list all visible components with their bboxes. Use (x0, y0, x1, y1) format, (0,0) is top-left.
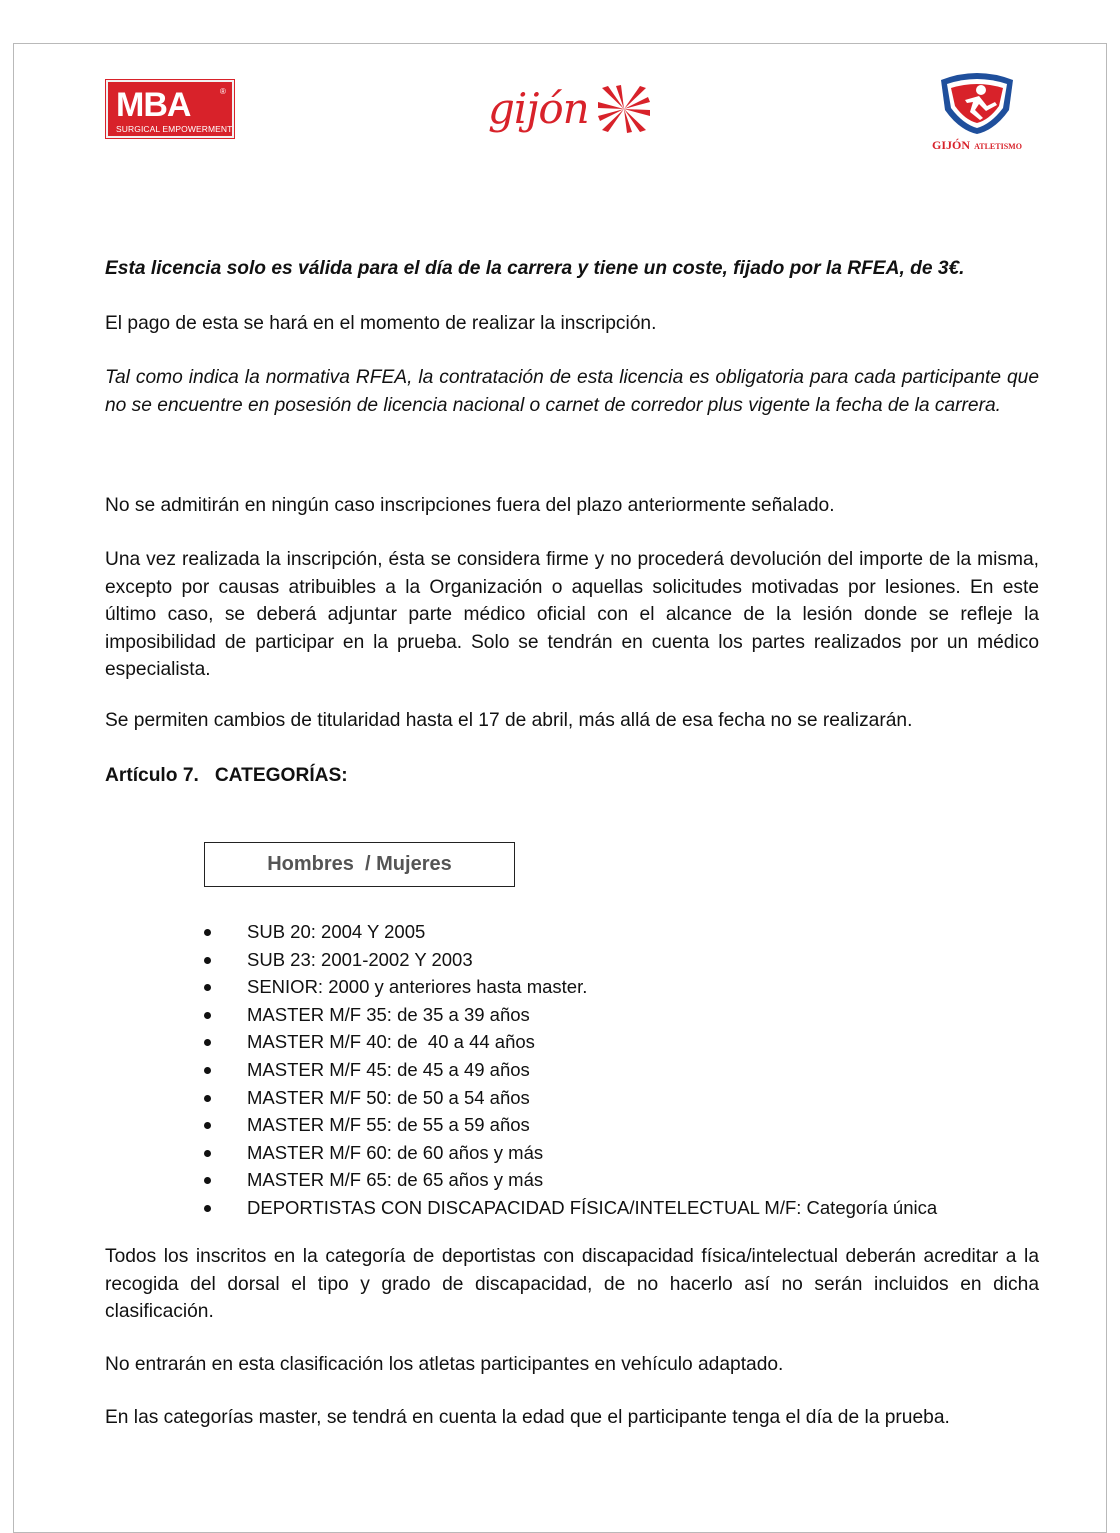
bullet-icon (204, 1039, 211, 1046)
rfea-norm-paragraph: Tal como indica la normativa RFEA, la contratación de esta licencia es obligatoria para cada participante que no se encuentre en posesión de licencia nacional o carnet de corredor plus vigente la fecha de la carrera. (105, 367, 1039, 416)
category-label: DEPORTISTAS CON DISCAPACIDAD FÍSICA/INTELECTUAL M/F: Categoría única (247, 1196, 938, 1218)
gijon-star-icon (596, 84, 652, 134)
bullet-icon (204, 1177, 211, 1184)
categories-list (204, 918, 937, 1222)
category-label: SUB 23: 2001-2002 Y 2003 (247, 948, 473, 970)
list-item (204, 1139, 937, 1167)
category-label: MASTER M/F 35: de 35 a 39 años (247, 1003, 530, 1025)
payment-paragraph: El pago de esta se hará en el momento de realizar la inscripción. (105, 313, 657, 334)
no-late-paragraph: No se admitirán en ningún caso inscripciones fuera del plazo anteriormente señalado. (105, 495, 835, 516)
list-item (204, 1194, 937, 1222)
bullet-icon (204, 1122, 211, 1129)
bullet-icon (204, 929, 211, 936)
mba-logo-main: MBA (116, 86, 191, 124)
category-label: MASTER M/F 45: de 45 a 49 años (247, 1058, 530, 1080)
gijon-logo-word: gijón (488, 84, 589, 133)
gijon-logo (488, 80, 658, 140)
bullet-icon (204, 984, 211, 991)
article-7-heading: Artículo 7. CATEGORÍAS: (105, 765, 348, 786)
refund-paragraph: Una vez realizada la inscripción, ésta se considera firme y no procederá devolución del importe de la misma, excepto por causas atribuibles a la Organización o aquellas solicitudes motivadas por lesiones. En este último caso, se deberá adjuntar parte médico oficial con el alcance de la lesión donde se refleje la imposibilidad de participar en la prueba. Solo se tendrán en cuenta los partes realizados por un médico especialista. (105, 549, 1039, 680)
mba-logo (106, 80, 234, 138)
category-label: MASTER M/F 55: de 55 a 59 años (247, 1114, 530, 1136)
master-age-paragraph: En las categorías master, se tendrá en cuenta la edad que el participante tenga el día de la prueba. (105, 1407, 950, 1428)
list-item (204, 1001, 937, 1029)
gijon-atletismo-name: GIJÓN (932, 138, 971, 152)
list-item (204, 1028, 937, 1056)
bullet-icon (204, 1012, 211, 1019)
bullet-icon (204, 1067, 211, 1074)
category-label: SENIOR: 2000 y anteriores hasta master. (247, 976, 588, 998)
bullet-icon (204, 1095, 211, 1102)
category-label: MASTER M/F 40: de 40 a 44 años (247, 1031, 535, 1053)
gijon-atletismo-text (925, 136, 1029, 154)
mba-logo-reg: ® (220, 87, 226, 96)
list-item (204, 1111, 937, 1139)
adapted-vehicle-paragraph: No entrarán en esta clasificación los atletas participantes en vehículo adaptado. (105, 1354, 784, 1375)
list-item (204, 1084, 937, 1112)
categories-gender-box (204, 842, 515, 887)
list-item (204, 1056, 937, 1084)
bullet-icon (204, 1205, 211, 1212)
bullet-icon (204, 957, 211, 964)
category-label: MASTER M/F 65: de 65 años y más (247, 1169, 544, 1191)
license-cost-paragraph: Esta licencia solo es válida para el día de la carrera y tiene un coste, fijado por la RFEA, de 3€. (105, 258, 965, 279)
gijon-atletismo-logo (925, 72, 1029, 152)
category-label: MASTER M/F 50: de 50 a 54 años (247, 1086, 530, 1108)
bullet-icon (204, 1150, 211, 1157)
category-label: MASTER M/F 60: de 60 años y más (247, 1141, 544, 1163)
list-item (204, 918, 937, 946)
list-item (204, 946, 937, 974)
category-label: SUB 20: 2004 Y 2005 (247, 921, 426, 942)
changes-paragraph: Se permiten cambios de titularidad hasta el 17 de abril, más allá de esa fecha no se realizarán. (105, 710, 913, 731)
list-item (204, 973, 937, 1001)
disability-note-paragraph: Todos los inscritos en la categoría de deportistas con discapacidad física/intelectual deberán acreditar a la recogida del dorsal el tipo y grado de discapacidad, de no hacerlo así no serán incluidos en dicha clasificación. (105, 1246, 1039, 1322)
categories-gender-label: Hombres / Mujeres (267, 853, 452, 875)
list-item (204, 1166, 937, 1194)
runner-shield-icon (935, 72, 1019, 136)
mba-logo-sub: SURGICAL EMPOWERMENT (116, 124, 233, 134)
gijon-atletismo-suffix: ATLETISMO (974, 142, 1022, 151)
